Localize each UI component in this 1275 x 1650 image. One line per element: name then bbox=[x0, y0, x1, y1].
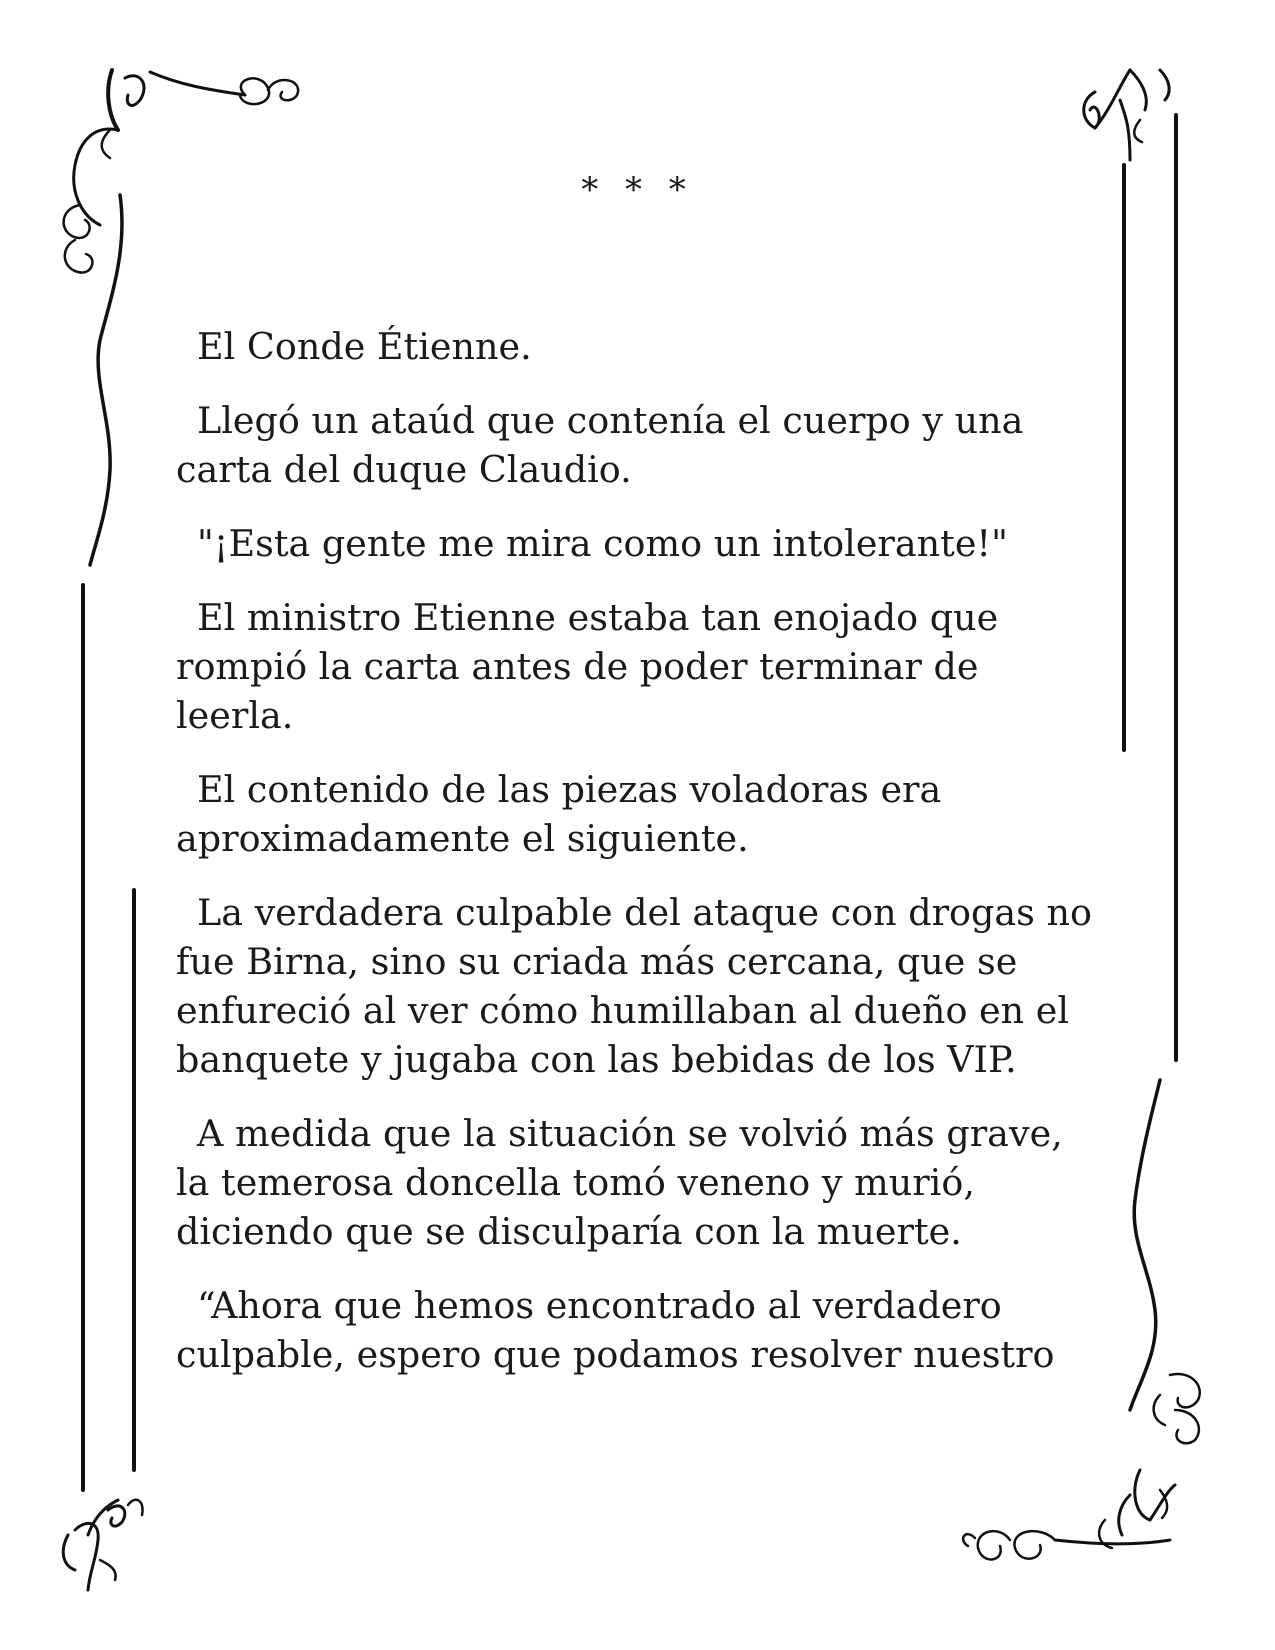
paragraph: La verdadera culpable del ataque con drogas no fue Birna, sino su criada más cercana, que se enfureció al ver cómo humillaban al dueño en el banquete y jugaba con las bebidas de los VIP. bbox=[176, 891, 1092, 1081]
paragraph: A medida que la situación se volvió más grave, la temerosa doncella tomó veneno y murió, diciendo que se disculparía con la muerte. bbox=[176, 1112, 1063, 1253]
paragraph: El Conde Étienne. bbox=[197, 325, 532, 368]
paragraph: El contenido de las piezas voladoras era aproximadamente el siguiente. bbox=[176, 768, 942, 860]
body-text bbox=[176, 322, 1106, 1404]
paragraph: “Ahora que hemos encontrado al verdadero culpable, espero que podamos resolver nuestro bbox=[176, 1284, 1055, 1376]
paragraph: Llegó un ataúd que contenía el cuerpo y una carta del duque Claudio. bbox=[176, 399, 1024, 491]
paragraph: "¡Esta gente me mira como un intolerante!" bbox=[197, 522, 1008, 565]
section-separator: * * * bbox=[581, 170, 694, 210]
border-line-left-icon bbox=[83, 585, 134, 1490]
corner-flourish-bottom-left-icon bbox=[63, 1500, 142, 1590]
paragraph: El ministro Etienne estaba tan enojado que rompió la carta antes de poder terminar de leerla. bbox=[176, 596, 999, 737]
